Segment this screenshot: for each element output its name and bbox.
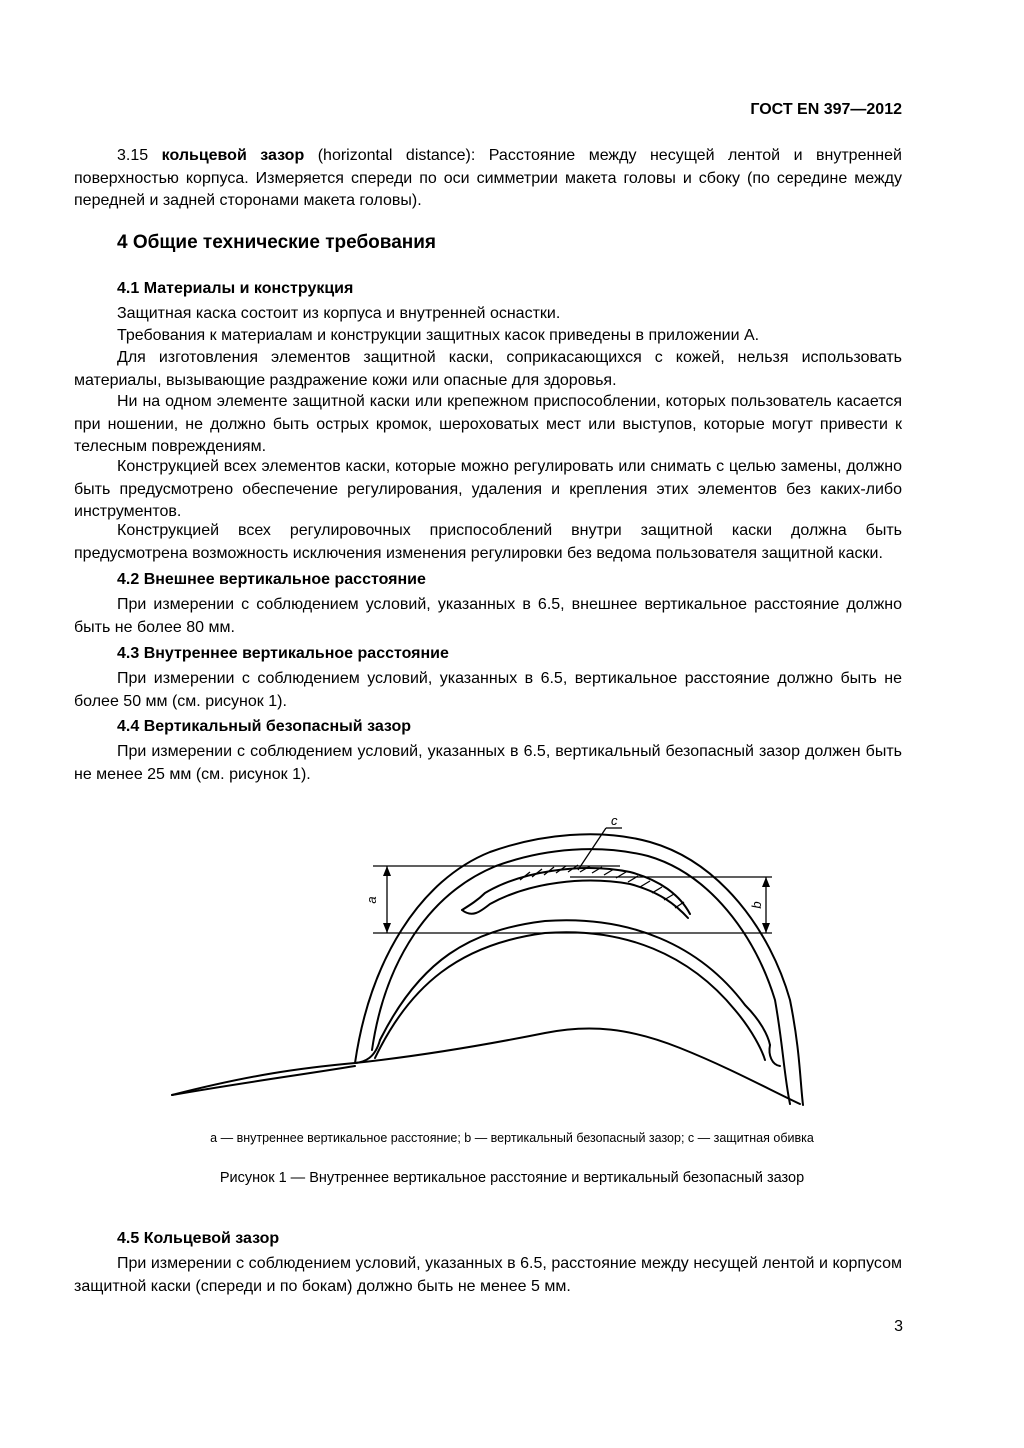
para-4-1-6: Конструкцией всех регулировочных приспособлений внутри защитной каски должна быть предусмотрена возможность исключения изменения регулировки без ведома пользователя защитной каски. — [74, 522, 902, 562]
document-id-header: ГОСТ EN 397—2012 — [750, 101, 902, 118]
harness-dome-inner — [375, 932, 765, 1060]
para-4-1-4: Ни на одном элементе защитной каски или крепежном приспособлении, которых пользователь касается при ношении, не должно быть острых кромок, шероховатых мест или выступов, которые могут привести к телесным повреждениям. — [74, 393, 902, 455]
para-4-1-1: Защитная каска состоит из корпуса и внутренней оснастки. — [117, 305, 561, 322]
label-b: b — [749, 901, 764, 909]
para-4-2: При измерении с соблюдением условий, указанных в 6.5, внешнее вертикальное расстояние должно быть не более 80 мм. — [74, 596, 902, 636]
subsection-4-4-title: 4.4 Вертикальный безопасный зазор — [117, 718, 412, 735]
para-4-3: При измерении с соблюдением условий, указанных в 6.5, вертикальное расстояние должно быть не более 50 мм (см. рисунок 1). — [74, 670, 902, 710]
para-4-4: При измерении с соблюдением условий, указанных в 6.5, вертикальный безопасный зазор должен быть не менее 25 мм (см. рисунок 1). — [74, 743, 902, 783]
subsection-4-2-title: 4.2 Внешнее вертикальное расстояние — [117, 571, 426, 588]
figure-1-legend: a — внутреннее вертикальное расстояние; b — вертикальный безопасный зазор; c — защитная обивка — [210, 1131, 814, 1145]
head-form-outline — [172, 1028, 800, 1104]
label-a: a — [364, 896, 379, 904]
subsection-4-1-title: 4.1 Материалы и конструкция — [117, 280, 354, 297]
para-4-1-3: Для изготовления элементов защитной каски, соприкасающихся с кожей, нельзя использовать материалы, вызывающие раздражение кожи или опасные для здоровья. — [74, 349, 902, 389]
arrow-a-bottom — [383, 923, 391, 933]
helmet-shell-outer — [355, 834, 803, 1105]
subsection-4-5-title: 4.5 Кольцевой зазор — [117, 1230, 280, 1247]
page-number: 3 — [894, 1318, 903, 1335]
figure-1-helmet-diagram — [150, 800, 830, 1120]
para-4-5: При измерении с соблюдением условий, указанных в 6.5, расстояние между несущей лентой и корпусом защитной каски (спереди и по бокам) должно быть не менее 5 мм. — [74, 1255, 902, 1295]
definition-3-15 — [74, 145, 902, 213]
para-4-1-5: Конструкцией всех элементов каски, которые можно регулировать или снимать с целью замены, должно быть предусмотрено обеспечение регулирования, удаления и крепления этих элементов без каких-либо инструментов. — [74, 458, 902, 520]
arrow-a-top — [383, 866, 391, 876]
subsection-4-3-title: 4.3 Внутреннее вертикальное расстояние — [117, 645, 449, 662]
definition-number: 3.15 — [117, 147, 149, 164]
harness-dome-outer — [380, 920, 770, 1045]
right-harness-hook — [769, 1045, 780, 1066]
arrow-b-bottom — [762, 923, 770, 933]
definition-text: (horizontal distance): Расстояние между несущей лентой и внутренней поверхностью корпуса. Измеряется спереди по оси симметрии макета головы и сбоку (по середине между передней и задней сторонами макета головы). — [74, 147, 902, 209]
definition-term: кольцевой зазор — [161, 147, 305, 164]
para-4-1-2: Требования к материалам и конструкции защитных касок приведены в приложении А. — [117, 327, 760, 344]
label-c: c — [611, 813, 618, 828]
figure-1-caption: Рисунок 1 — Внутреннее вертикальное расстояние и вертикальный безопасный зазор — [219, 1170, 805, 1186]
section-4-title: 4 Общие технические требования — [117, 232, 437, 253]
arrow-b-top — [762, 877, 770, 887]
head-form-lower-edge — [172, 1066, 355, 1095]
